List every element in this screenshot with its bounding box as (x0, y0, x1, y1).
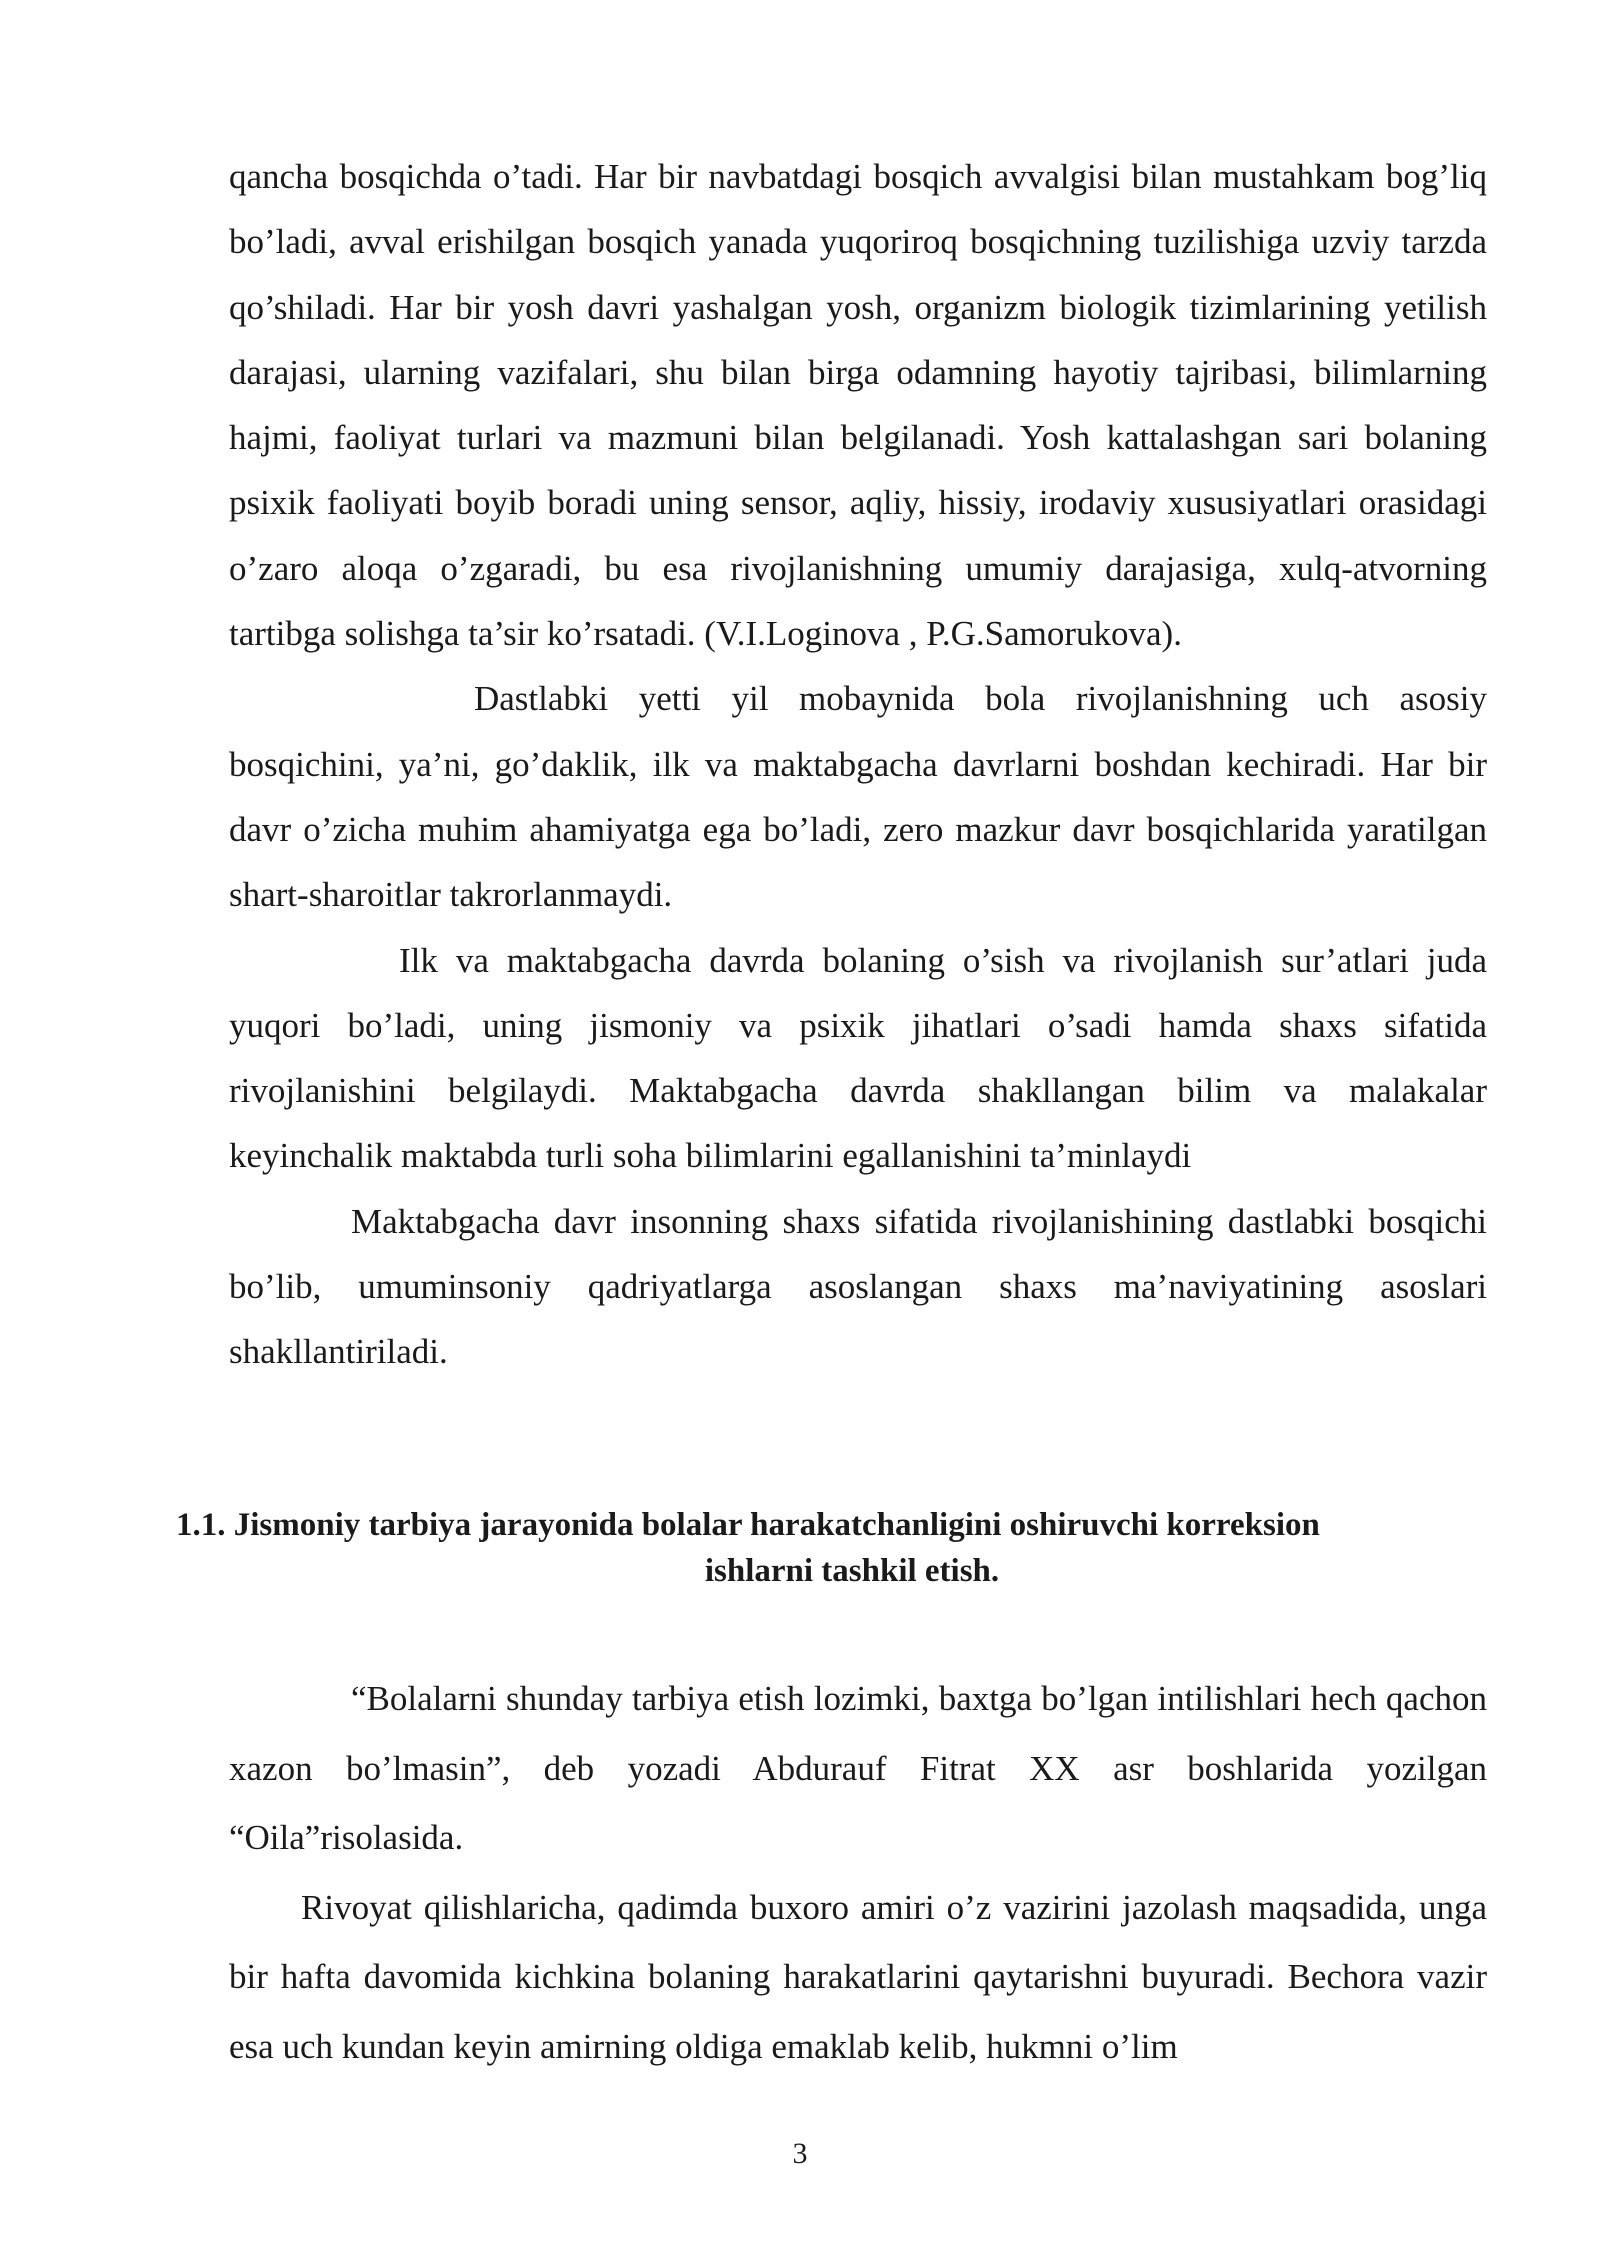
paragraph-3: Ilk va maktabgacha davrda bolaning o’sish va rivojlanish sur’atlari juda yuqori bo’ladi, uning jismoniy va psixik jihatlari o’sadi hamda shaxs sifatida rivojlanishini belgilaydi. Maktabgacha davrda shakllangan bilim va malakalar keyinchalik maktabda turli soha bilimlarini egallanishini ta’minlaydi (229, 940, 1487, 1176)
section-number: 1.1. (176, 1507, 226, 1543)
section-title-part1: Jismoniy tarbiya jarayonida bolalar harakatchanligini oshiruvchi korreksion (233, 1507, 1320, 1543)
paragraph-2: Dastlabki yetti yil mobaynida bola rivojlanishning uch asosiy bosqichini, ya’ni, go’daklik, ilk va maktabgacha davrlarni boshdan kechiradi. Har bir davr o’zicha muhim ahamiyatga ega bo’ladi, zero mazkur davr bosqichlarida yaratilgan shart-sharoitlar takrorlanmaydi. (229, 679, 1487, 915)
section-title-part2: ishlarni tashkil etish. (704, 1553, 1000, 1589)
page-number: 3 (792, 2137, 808, 2170)
body-text-bottom (229, 1664, 1487, 2081)
section-heading (176, 1502, 1488, 1594)
paragraph-5: “Bolalarni shunday tarbiya etish lozimki, baxtga bo’lgan intilishlari hech qachon xazon bo’lmasin”, deb yozadi Abdurauf Fitrat XX asr boshlarida yozilgan “Oila”risolasida. (229, 1679, 1487, 1857)
paragraph-1: qancha bosqichda o’tadi. Har bir navbatdagi bosqich avvalgisi bilan mustahkam bog’liq bo’ladi, avval erishilgan bosqich yanada yuqoriroq bosqichning tuzilishiga uzviy tarzda qo’shiladi. Har bir yosh davri yashalgan yosh, organizm biologik tizimlarining yetilish darajasi, ularning vazifalari, shu bilan birga odamning hayotiy tajribasi, bilimlarning hajmi, faoliyat turlari va mazmuni bilan belgilanadi. Yosh kattalashgan sari bolaning psixik faoliyati boyib boradi uning sensor, aqliy, hissiy, irodaviy xususiyatlari orasidagi o’zaro aloqa o’zgaradi, bu esa rivojlanishning umumiy darajasiga, xulq-atvorning tartibga solishga ta’sir ko’rsatadi. (V.I.Loginova , P.G.Samorukova). (229, 157, 1487, 654)
paragraph-6: Rivoyat qilishlaricha, qadimda buxoro amiri o’z vazirini jazolash maqsadida, unga bir hafta davomida kichkina bolaning harakatlarini qaytarishni buyuradi. Bechora vazir esa uch kundan keyin amirning oldiga emaklab kelib, hukmni o’lim (229, 1887, 1487, 2066)
section-heading-line1 (176, 1502, 1488, 1548)
paragraph-4: Maktabgacha davr insonning shaxs sifatida rivojlanishining dastlabki bosqichi bo’lib, umuminsoniy qadriyatlarga asoslangan shaxs ma’naviyatining asoslari shakllantiriladi. (229, 1201, 1487, 1372)
body-text-top (229, 144, 1487, 1385)
